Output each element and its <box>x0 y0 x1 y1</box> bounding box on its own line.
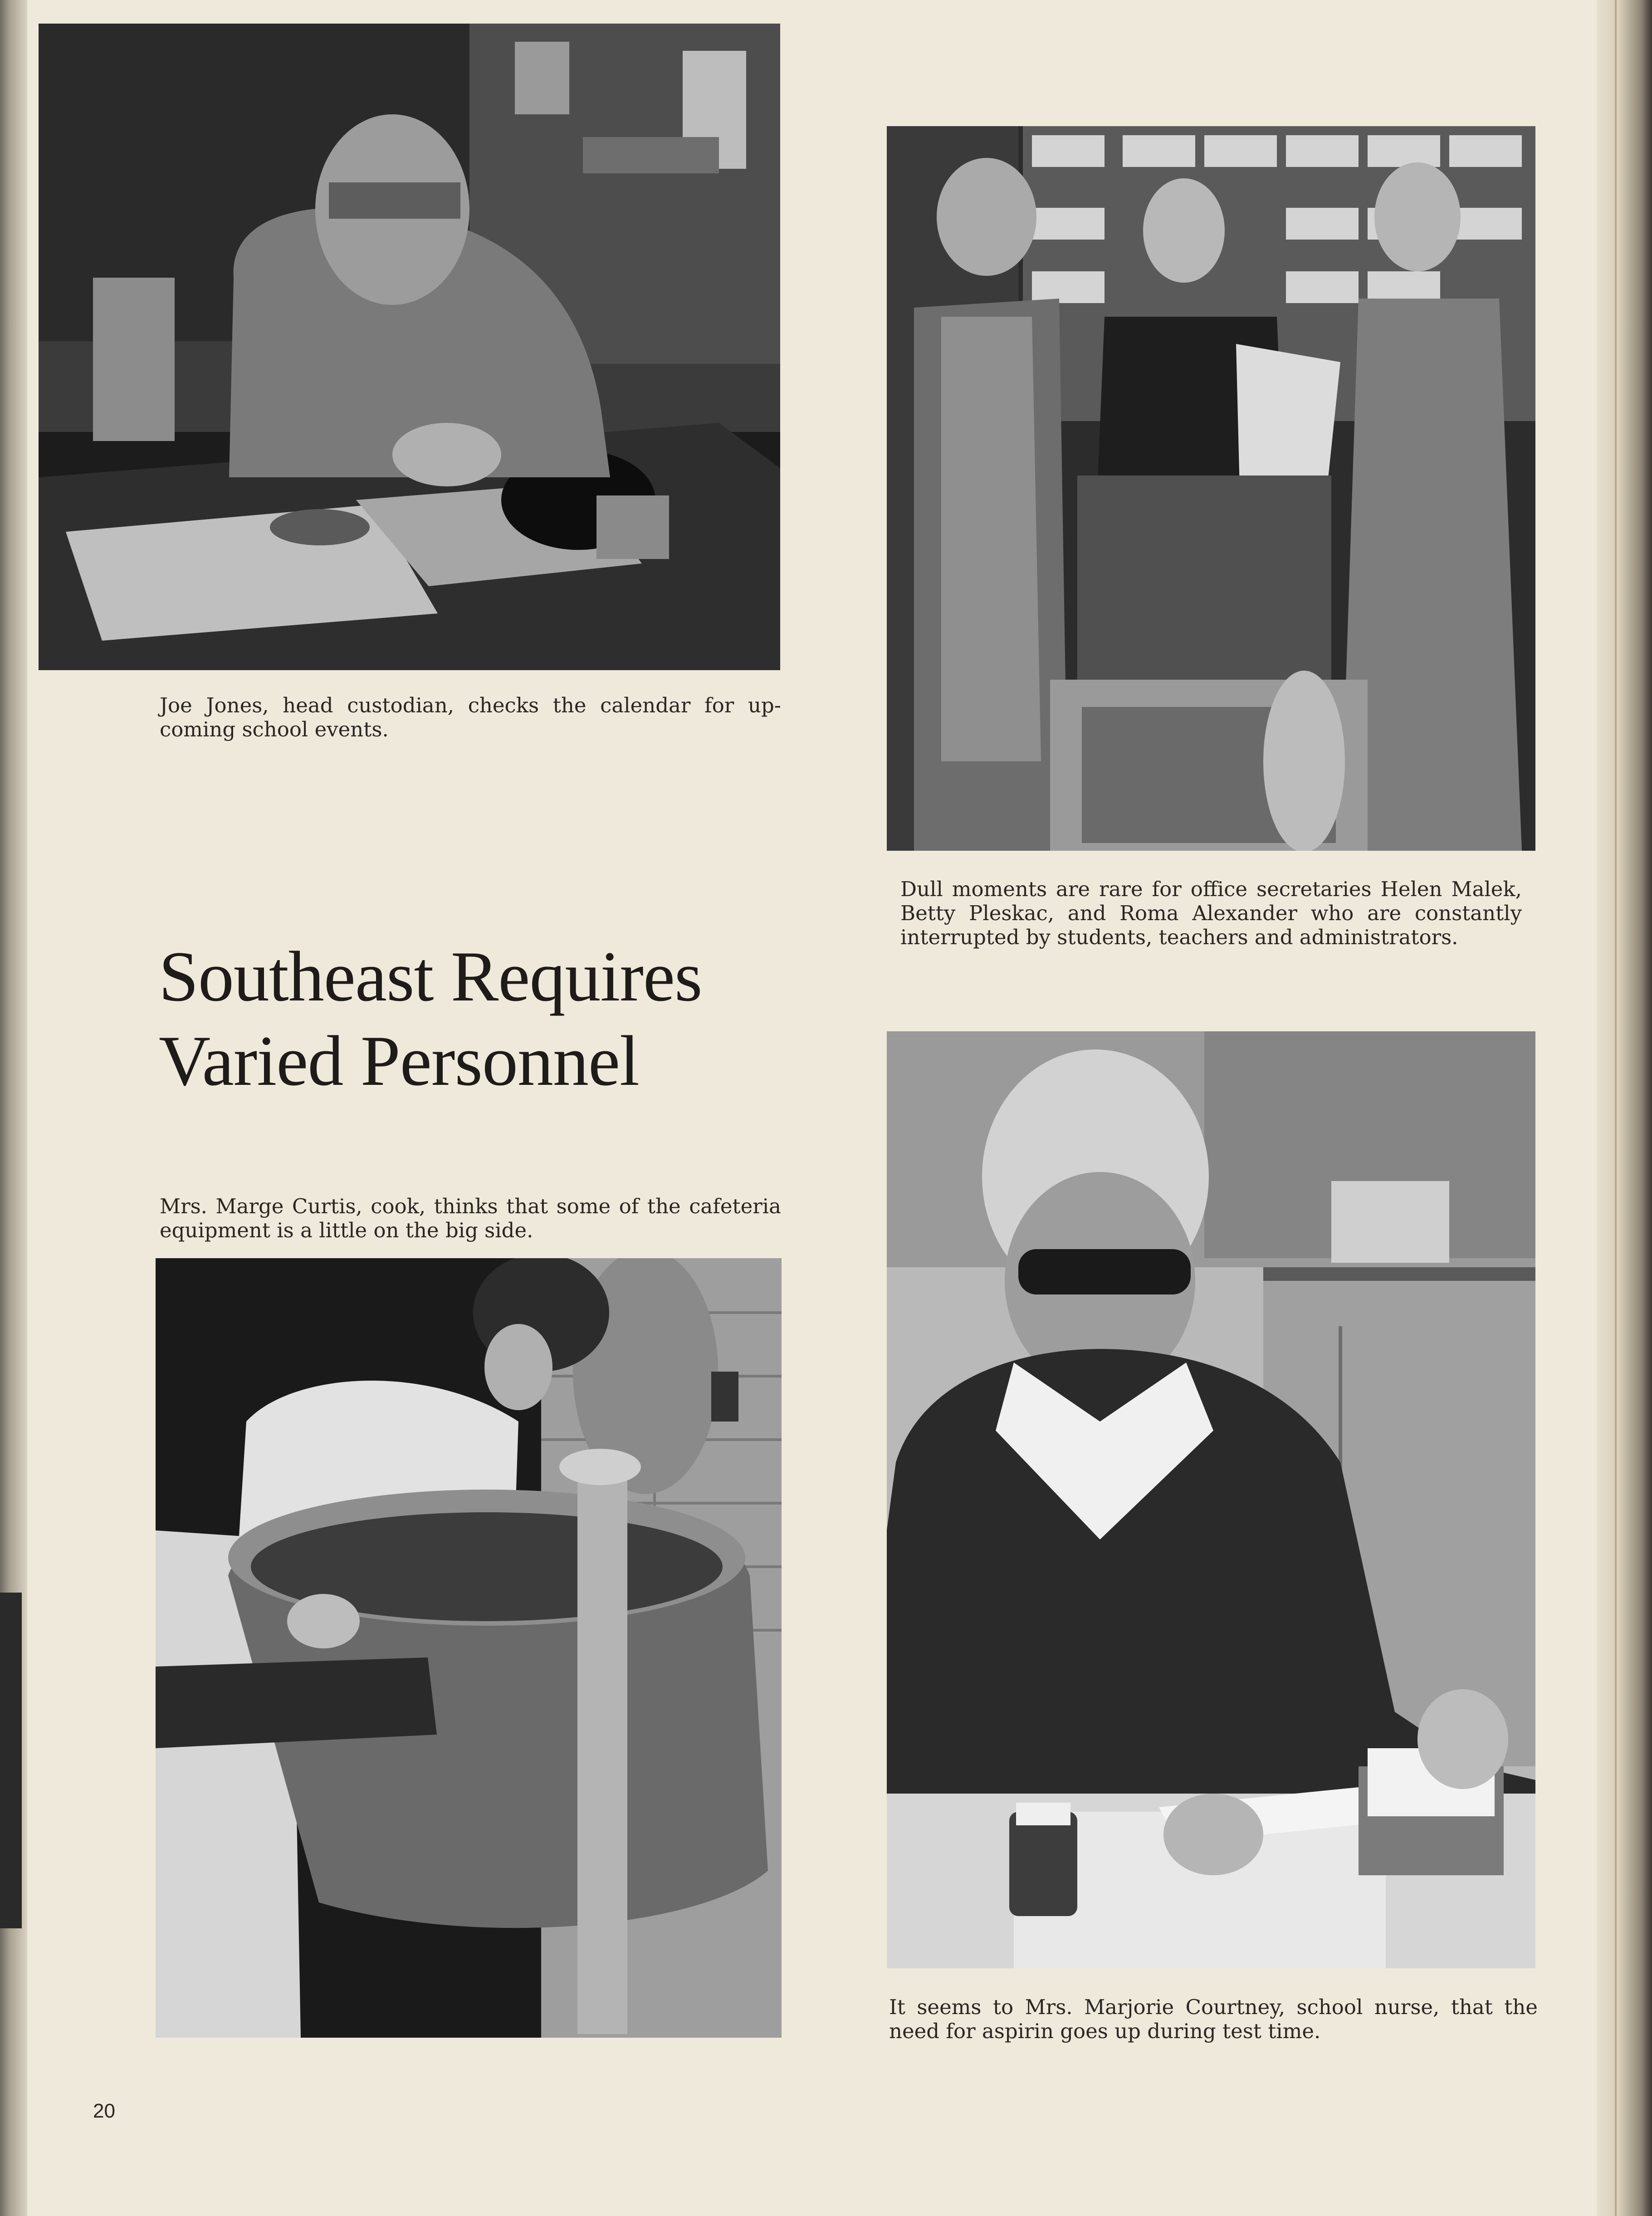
headline-line-2: Varied Personnel <box>159 1021 639 1101</box>
page-number: 20 <box>93 2100 115 2122</box>
page-headline <box>159 935 794 1103</box>
secretaries-photo <box>887 126 1535 851</box>
cook-photo <box>156 1258 782 2038</box>
spine-fold-line <box>1615 0 1617 2216</box>
nurse-photo <box>887 1031 1535 1968</box>
nurse-caption: It seems to Mrs. Marjorie Courtney, school nurse, that the need for aspirin goes up during test time. <box>889 1995 1538 2043</box>
book-spine <box>1597 0 1652 2216</box>
cook-caption: Mrs. Marge Curtis, cook, thinks that some of the cafeteria equipment is a little on the big side. <box>160 1194 781 1242</box>
secretaries-caption: Dull moments are rare for office secretaries Helen Malek, Betty Pleskac, and Roma Alexander who are constantly interrupted by students, teachers and administrators. <box>900 877 1522 949</box>
custodian-photo <box>39 24 780 670</box>
custodian-caption: Joe Jones, head custodian, checks the calendar for up-coming school events. <box>160 693 781 741</box>
headline-line-1: Southeast Requires <box>159 937 702 1016</box>
edge-tab-marker <box>0 1593 22 1928</box>
